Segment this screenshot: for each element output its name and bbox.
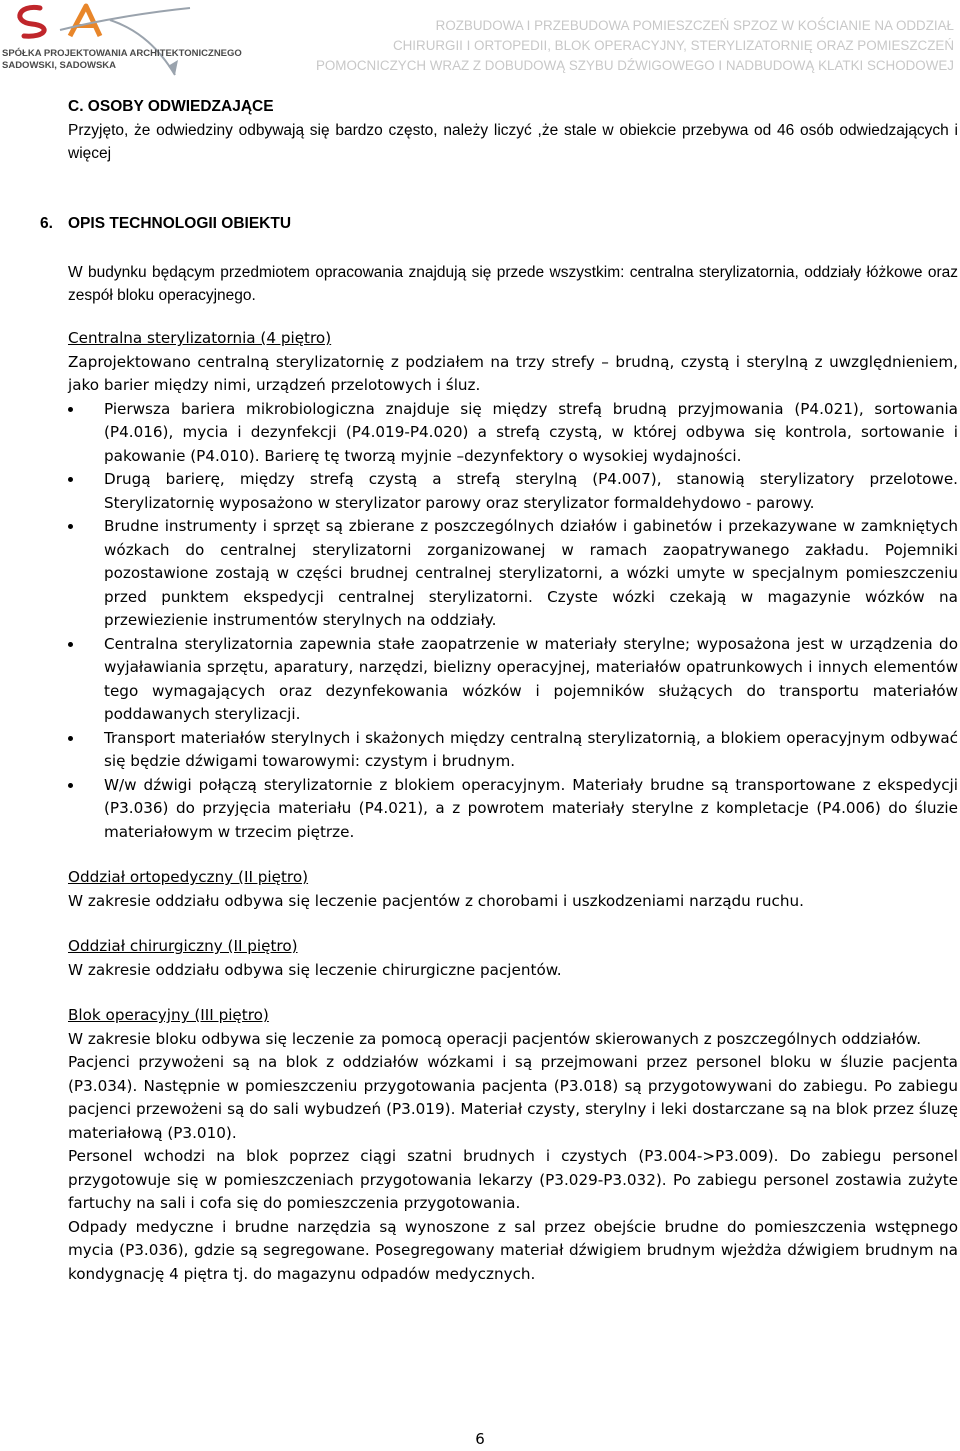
- page-header: [0, 0, 960, 90]
- sterylizatornia-text: Zaprojektowano centralną sterylizatornię z podziałem na trzy strefy – brudną, czystą i sterylną z uwzględnieniem, jako barier między nimi, urządzeń przelotowych i śluz.: [68, 352, 958, 394]
- list-item-text: Pierwsza bariera mikrobiologiczna znajduje się między strefą brudną przyjmowania (P4.021), sortowania (P4.016), mycia i dezynfekcji (P4.019-P4.020) a strefą czystą, w której odbywa się kontrola, sortowanie i pakowanie (P4.010). Barierę tę tworzą myjnie –dezynfektory o wysokiej wydajności.: [104, 399, 958, 465]
- bullet-icon: [68, 407, 73, 412]
- list-item-text: Brudne instrumenty i sprzęt są zbierane z poszczególnych działów i gabinetów i przekazywane w zamkniętych wózkach do centralnej sterylizatorni zorganizowanej w ramach zaopatrywanego zakładu. Pojemniki pozostawione zostają w części brudnej centralnej sterylizatorni, a wózki umyte w specjalnym pomieszczeniu przed punktem ekspedycji centralnej sterylizatorni. Czyste wózki czekają w magazynie wózków na przewiezienie instrumentów sterylnych na oddziały.: [104, 517, 958, 629]
- logo-company-name: SPÓŁKA PROJEKTOWANIA ARCHITEKTONICZNEGO: [2, 48, 242, 59]
- list-item: [68, 774, 958, 845]
- sterylizatornia-heading: Centralna sterylizatornia (4 piętro): [68, 329, 332, 347]
- blok-paragraph: Pacjenci przywożeni są na blok z oddziałów wózkami i są przejmowani przez personel bloku w śluzie pacjenta (P3.034). Następnie w pomieszczeniu przygotowania pacjenta (P3.018) są przygotowywani do zabiegu. Po zabiegu pacjenci przewożeni są do sali wybudzeń (P3.019). Materiał czysty, sterylny i leki dostarczane są na blok przez śluzę materiałową (P3.010).: [68, 1053, 958, 1142]
- section-title: OPIS TECHNOLOGII OBIEKTU: [68, 214, 292, 232]
- bullet-icon: [68, 642, 73, 647]
- document-body: [40, 95, 958, 1286]
- bullet-icon: [68, 524, 73, 529]
- list-item: [68, 727, 958, 774]
- header-title-line: ROZBUDOWA I PRZEBUDOWA POMIESZCZEŃ SPZOZ W KOŚCIANIE NA ODDZIAŁ: [435, 18, 954, 33]
- company-logo: [0, 0, 242, 80]
- sterylizatornia-bullet-list: [68, 398, 958, 845]
- section-c-heading: C. OSOBY ODWIEDZAJĄCE: [68, 98, 274, 115]
- page-number: 6: [475, 1430, 485, 1448]
- blok-heading: Blok operacyjny (III piętro): [68, 1006, 269, 1024]
- header-title-line: POMOCNICZYCH WRAZ Z DOBUDOWĄ SZYBU DŹWIGOWEGO I NADBUDOWĄ KLATKI SCHODOWEJ: [315, 58, 954, 73]
- header-project-title: [314, 16, 954, 76]
- blok-paragraph: Odpady medyczne i brudne narzędzia są wynoszone z sal przez obejście brudne do pomieszczenia wstępnego mycia (P3.036), gdzie są segregowane. Posegregowany materiał dźwigiem brudnym wjeżdża dźwigiem brudnym na kondygnację 4 piętra tj. do magazynu odpadów medycznych.: [68, 1217, 958, 1283]
- list-item: [68, 398, 958, 469]
- list-item-text: Transport materiałów sterylnych i skażonych między centralną sterylizatornią, a blokiem operacyjnym odbywać się będzie dźwigami towarowymi: czystym i brudnym.: [104, 728, 958, 770]
- list-item-text: Centralna sterylizatornia zapewnia stałe zaopatrzenie w materiały sterylne; wyposażona jest w urządzenia do wyjaławiania sprzętu, aparatury, narzędzi, bielizny operacyjnej, materiałów opatrunkowych i innych elementów tego wymagających oraz dezynfekowania wózków i pojemników służących do transportu materiałów poddawanych sterylizacji.: [104, 634, 958, 723]
- ortopedyczny-text: W zakresie oddziału odbywa się leczenie pacjentów z chorobami i uszkodzeniami narządu ruchu.: [68, 891, 804, 910]
- blok-paragraph: Personel wchodzi na blok poprzez ciągi szatni brudnych i czystych (P3.004->P3.009). Do zabiegu personel przygotowuje się w pomieszczeniach przygotowania lekarzy (P3.029-P3.032). Po zabiegu personel zostawia zużyte fartuchy na sali i cofa się do pomieszczenia przygotowania.: [68, 1147, 958, 1212]
- section-number: 6.: [40, 214, 53, 232]
- bullet-icon: [68, 477, 73, 482]
- bullet-icon: [68, 736, 73, 741]
- list-item-text: W/w dźwigi połączą sterylizatornie z blokiem operacyjnym. Materiały brudne są transportowane z ekspedycji (P3.036) do przyjęcia materiału (P4.021), a z powrotem materiały sterylne z kompletacje (P4.006) do śluzie materiałowym w trzecim piętrze.: [104, 775, 958, 841]
- list-item: [68, 515, 958, 633]
- list-item-text: Drugą barierę, między strefą czystą a strefą sterylną (P4.007), stanowią sterylizatory przelotowe. Sterylizatornię wyposażono w sterylizator parowy oraz sterylizator formaldehydowo - parowy.: [104, 470, 958, 512]
- header-title-line: CHIRURGII I ORTOPEDII, BLOK OPERACYJNY, STERYLIZATORNIĘ ORAZ POMIESZCZEŃ: [392, 38, 954, 53]
- ortopedyczny-heading: Oddział ortopedyczny (II piętro): [68, 868, 309, 886]
- list-item: [68, 633, 958, 727]
- logo-owners: SADOWSKI, SADOWSKA: [2, 60, 116, 71]
- chirurgiczny-heading: Oddział chirurgiczny (II piętro): [68, 937, 298, 955]
- section-c-text: Przyjęto, że odwiedziny odbywają się bardzo często, należy liczyć ,że stale w obiekcie przebywa od 46 osób odwiedzających i więcej: [68, 121, 958, 162]
- section-6-heading: [40, 212, 958, 236]
- list-item: [68, 468, 958, 515]
- blok-paragraph: W zakresie bloku odbywa się leczenie za pomocą operacji pacjentów skierowanych z poszczególnych oddziałów.: [68, 1029, 922, 1048]
- bullet-icon: [68, 783, 73, 788]
- chirurgiczny-text: W zakresie oddziału odbywa się leczenie chirurgiczne pacjentów.: [68, 960, 562, 979]
- section-6-intro: W budynku będącym przedmiotem opracowania znajdują się przede wszystkim: centralna sterylizatornia, oddziały łóżkowe oraz zespół bloku operacyjnego.: [68, 264, 958, 304]
